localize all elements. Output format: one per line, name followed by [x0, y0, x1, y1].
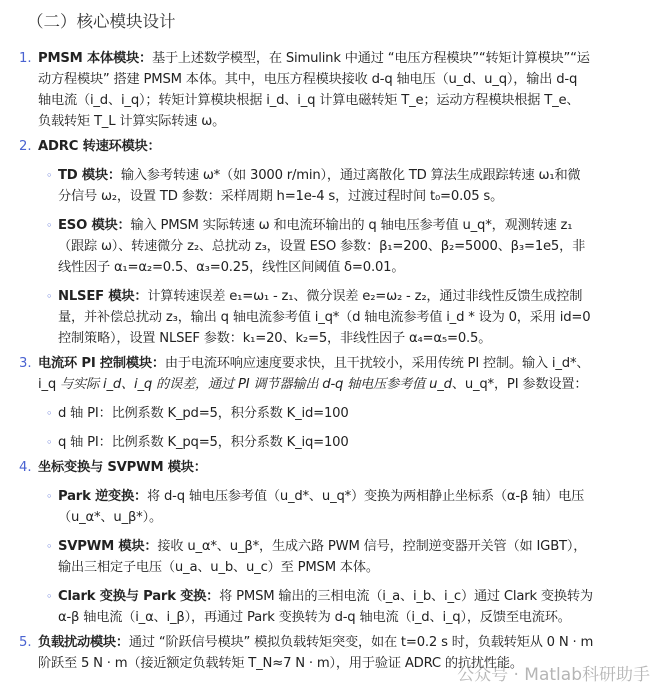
- list-item: [0, 136, 672, 349]
- text-line: [38, 69, 672, 90]
- bullet-icon: ◦: [46, 407, 53, 420]
- text-segment: 由于电流环响应速度要求快，且干扰较小，采用传统 PI 控制。输入 i_d*、: [164, 356, 590, 371]
- text-line: [38, 90, 672, 111]
- text-segment: 负载转矩 T_L 计算实际转速 ω。: [38, 114, 226, 129]
- text-line: [58, 586, 672, 607]
- text-segment: d 轴 PI：比例系数 K_pd=5，积分系数 K_id=100: [58, 406, 349, 421]
- bullet-icon: ◦: [46, 169, 53, 182]
- text-segment: 阶跃至 5 N · m（接近额定负载转矩 T_N≈7 N · m），用于验证 ADRC 的抗扰性能。: [38, 656, 523, 671]
- bullet-icon: ◦: [46, 540, 53, 553]
- text-line: [38, 632, 672, 653]
- sub-item-body: [58, 432, 672, 453]
- text-line: [58, 328, 672, 349]
- sub-item-body: [58, 486, 672, 528]
- item-label: 负载扰动模块：: [38, 635, 129, 650]
- sub-item-body: [58, 403, 672, 424]
- bullet-icon: ◦: [46, 490, 53, 503]
- text-line: [58, 286, 672, 307]
- text-line: [38, 374, 672, 395]
- item-number: 3.: [19, 356, 32, 371]
- text-line: [58, 307, 672, 328]
- sub-list-item: [38, 286, 672, 349]
- text-line: [58, 536, 672, 557]
- text-segment: 动方程模块” 搭建 PMSM 本体。其中，电压方程模块接收 d-q 轴电压（u_d、u_q），输出 d-q: [38, 72, 578, 87]
- text-line: [58, 432, 672, 453]
- sub-item-body: [58, 215, 672, 278]
- text-segment: 线性因子 α₁=α₂=0.5、α₃=0.25，线性区间阈值 δ=0.01。: [58, 260, 405, 275]
- item-label: SVPWM 模块：: [58, 539, 158, 554]
- list-item: [0, 353, 672, 453]
- text-segment: q 轴 PI：比例系数 K_pq=5，积分系数 K_iq=100: [58, 435, 349, 450]
- item-body: [38, 136, 672, 349]
- section-heading: （二）核心模块设计: [27, 12, 176, 31]
- text-line: [58, 215, 672, 236]
- item-body: [38, 457, 672, 628]
- text-segment: 分信号 ω₂，设置 TD 参数：采样周期 h=1e-4 s，过渡过程时间 t₀=0.05 s。: [58, 189, 504, 204]
- text-line: [58, 507, 672, 528]
- text-line: [58, 257, 672, 278]
- sub-item-body: [58, 286, 672, 349]
- text-segment: 轴电流（i_d、i_q）；转矩计算模块根据 i_d、i_q 计算电磁转矩 T_e；运动方程模块根据 T_e、: [38, 93, 580, 108]
- bullet-icon: ◦: [46, 590, 53, 603]
- italic-text: 与实际 i_d、i_q 的误差，通过 PI 调节器输出 d-q 轴电压参考值 u_d: [60, 377, 452, 392]
- text-line: [38, 48, 672, 69]
- item-number: 4.: [19, 460, 32, 475]
- list-item: [0, 48, 672, 132]
- item-label: Clark 变换与 Park 变换：: [58, 589, 220, 604]
- sub-item-body: [58, 536, 672, 578]
- sub-list-item: [38, 486, 672, 528]
- text-line: [58, 607, 672, 628]
- sub-list-item: [38, 586, 672, 628]
- item-body: [38, 48, 672, 132]
- text-segment: 输入参考转速 ω*（如 3000 r/min），通过离散化 TD 算法生成跟踪转速 ω₁和微: [120, 168, 581, 183]
- text-segment: 量，并补偿总扰动 z₃，输出 q 轴电流参考值 i_q*（d 轴电流参考值 i_d * 设为 0，采用 id=0: [58, 310, 591, 325]
- sub-item-body: [58, 165, 672, 207]
- text-segment: 输入 PMSM 实际转速 ω 和电流环输出的 q 轴电压参考值 u_q*，观测转速 z₁: [130, 218, 573, 233]
- text-line: [58, 557, 672, 578]
- item-label: 坐标变换与 SVPWM 模块：: [38, 460, 207, 475]
- module-list: [0, 48, 672, 674]
- text-line: [38, 457, 672, 478]
- sub-list-item: [38, 432, 672, 453]
- sub-list-item: [38, 215, 672, 278]
- text-line: [58, 236, 672, 257]
- text-line: [58, 186, 672, 207]
- text-segment: 基于上述数学模型，在 Simulink 中通过 “电压方程模块”“转矩计算模块”“运: [151, 51, 590, 66]
- item-label: ESO 模块：: [58, 218, 131, 233]
- watermark: 公众号 · Matlab科研助手: [457, 665, 650, 685]
- item-label: TD 模块：: [58, 168, 121, 183]
- text-line: [38, 353, 672, 374]
- text-segment: （u_α*、u_β*）。: [58, 510, 162, 525]
- bullet-icon: ◦: [46, 290, 53, 303]
- text-segment: 将 d-q 轴电压参考值（u_d*、u_q*）变换为两相静止坐标系（α-β 轴）电压: [147, 489, 585, 504]
- text-line: [38, 136, 672, 157]
- sub-list-item: [38, 536, 672, 578]
- item-label: 电流环 PI 控制模块：: [38, 356, 165, 371]
- text-segment: 通过 “阶跃信号模块” 模拟负载转矩突变，如在 t=0.2 s 时，负载转矩从 0 N · m: [128, 635, 594, 650]
- item-label: NLSEF 模块：: [58, 289, 148, 304]
- text-line: [58, 403, 672, 424]
- item-label: PMSM 本体模块：: [38, 51, 152, 66]
- text-segment: i_q: [38, 377, 61, 392]
- sub-item-body: [58, 586, 672, 628]
- text-segment: 将 PMSM 输出的三相电流（i_a、i_b、i_c）通过 Clark 变换转为: [219, 589, 593, 604]
- text-segment: 控制策略），设置 NLSEF 参数：k₁=20、k₂=5，非线性因子 α₄=α₅=0.5。: [58, 331, 492, 346]
- sub-list-item: [38, 165, 672, 207]
- item-label: Park 逆变换：: [58, 489, 148, 504]
- item-body: [38, 353, 672, 453]
- sub-list-item: [38, 403, 672, 424]
- text-segment: 接收 u_α*、u_β*，生成六路 PWM 信号，控制逆变器开关管（如 IGBT），: [157, 539, 587, 554]
- text-line: [58, 486, 672, 507]
- text-segment: （跟踪 ω）、转速微分 z₂、总扰动 z₃，设置 ESO 参数：β₁=200、β₂=5000、β₃=1e5，非: [58, 239, 586, 254]
- text-segment: 、u_q*，PI 参数设置：: [451, 377, 588, 392]
- item-number: 1.: [19, 51, 32, 66]
- list-item: [0, 457, 672, 628]
- item-number: 5.: [19, 635, 32, 650]
- text-line: [38, 111, 672, 132]
- text-segment: 输出三相定子电压（u_a、u_b、u_c）至 PMSM 本体。: [58, 560, 379, 575]
- item-label: ADRC 转速环模块：: [38, 139, 161, 154]
- text-segment: 计算转速误差 e₁=ω₁ - z₁、微分误差 e₂=ω₂ - z₂，通过非线性反馈生成控制: [147, 289, 583, 304]
- text-line: [58, 165, 672, 186]
- bullet-icon: ◦: [46, 219, 53, 232]
- text-segment: α-β 轴电流（i_α、i_β），再通过 Park 变换转为 d-q 轴电流（i_d、i_q），反馈至电流环。: [58, 610, 571, 625]
- item-number: 2.: [19, 139, 32, 154]
- bullet-icon: ◦: [46, 436, 53, 449]
